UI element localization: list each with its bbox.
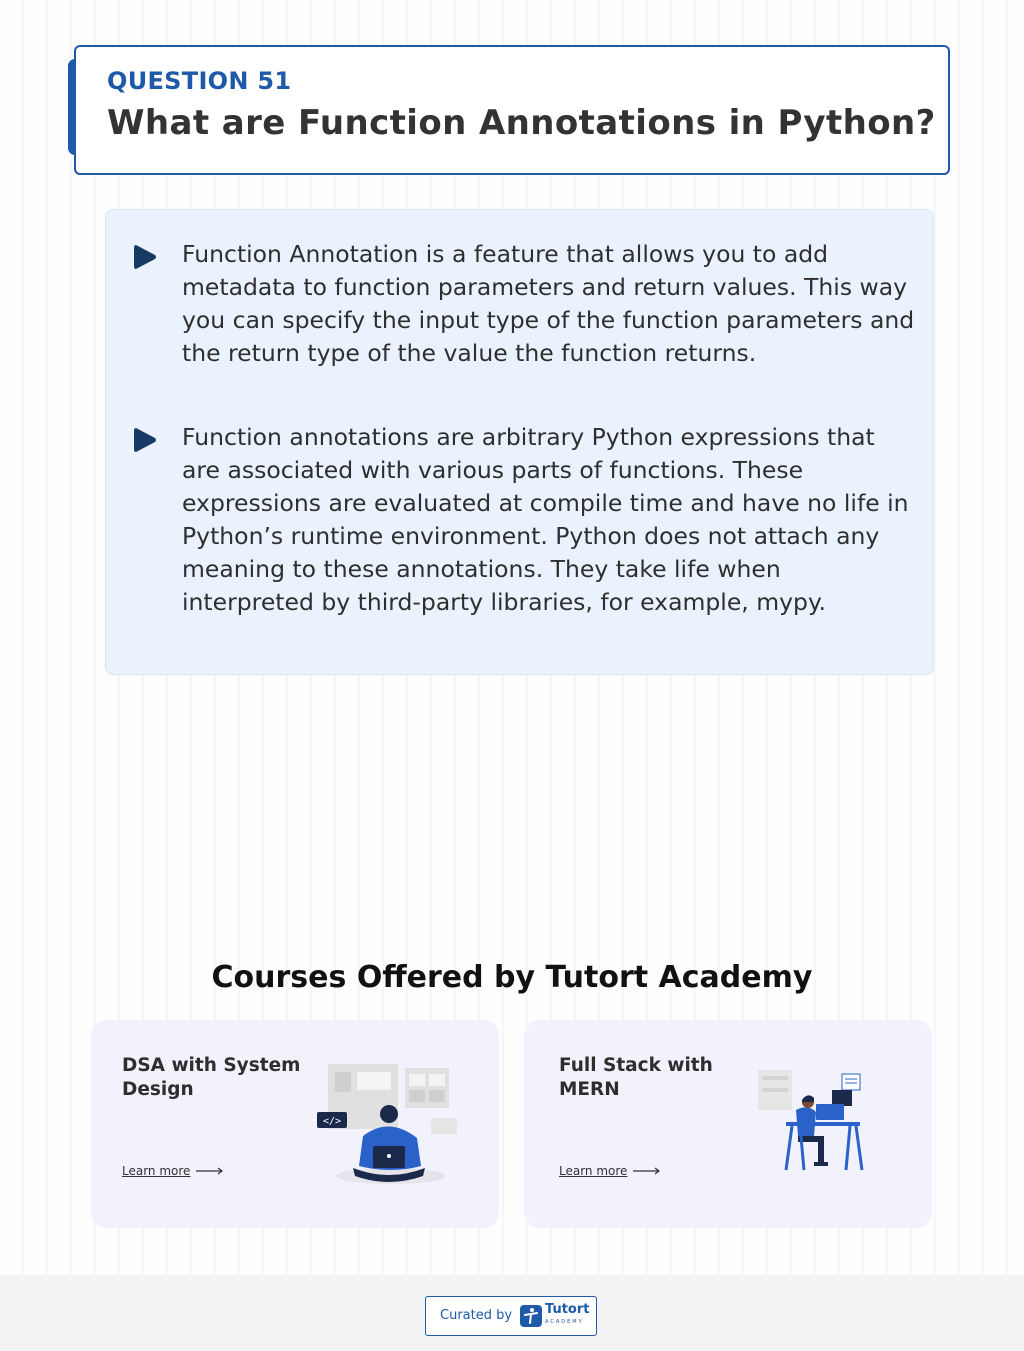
- brand-subtitle: ACADEMY: [545, 1319, 584, 1325]
- course-name: Full Stack with MERN: [559, 1055, 713, 1100]
- answer-box: [105, 209, 934, 675]
- brand-name: Tutort: [545, 1302, 590, 1317]
- arrow-right-icon: [196, 1166, 224, 1176]
- learn-more-link[interactable]: Learn more: [559, 1164, 628, 1178]
- question-number: QUESTION 51: [107, 67, 292, 95]
- svg-text:</>: </>: [322, 1116, 342, 1127]
- question-title: What are Function Annotations in Python?: [107, 103, 936, 143]
- curated-by-label: Curated by: [440, 1308, 513, 1323]
- tutort-logo-icon: [520, 1305, 542, 1327]
- developer-illustration: [313, 1058, 463, 1188]
- courses-heading: Courses Offered by Tutort Academy: [211, 960, 813, 995]
- learn-more-link[interactable]: Learn more: [122, 1164, 191, 1178]
- course-card-mern[interactable]: [524, 1020, 932, 1228]
- curated-by-badge[interactable]: [425, 1296, 597, 1336]
- answer-point-2: Function annotations are arbitrary Python expressions that are associated with various parts of functions. These expressions are evaluated at compile time and have no life in Python’s runtime environment. Python does not attach any meaning to these annotations. They take life when interpreted by third-party libraries, for example, mypy.: [182, 423, 909, 616]
- developer-desk-illustration: [752, 1066, 892, 1180]
- arrow-right-icon: [633, 1166, 661, 1176]
- play-bullet-icon: [133, 426, 157, 454]
- answer-point-1: Function Annotation is a feature that allows you to add metadata to function parameters and return values. This way you can specify the input type of the function parameters and the return type of the value the function returns.: [182, 240, 915, 367]
- play-bullet-icon: [133, 243, 157, 271]
- course-name: DSA with System Design: [122, 1055, 301, 1100]
- course-card-dsa[interactable]: [91, 1020, 499, 1228]
- question-header: [74, 45, 950, 175]
